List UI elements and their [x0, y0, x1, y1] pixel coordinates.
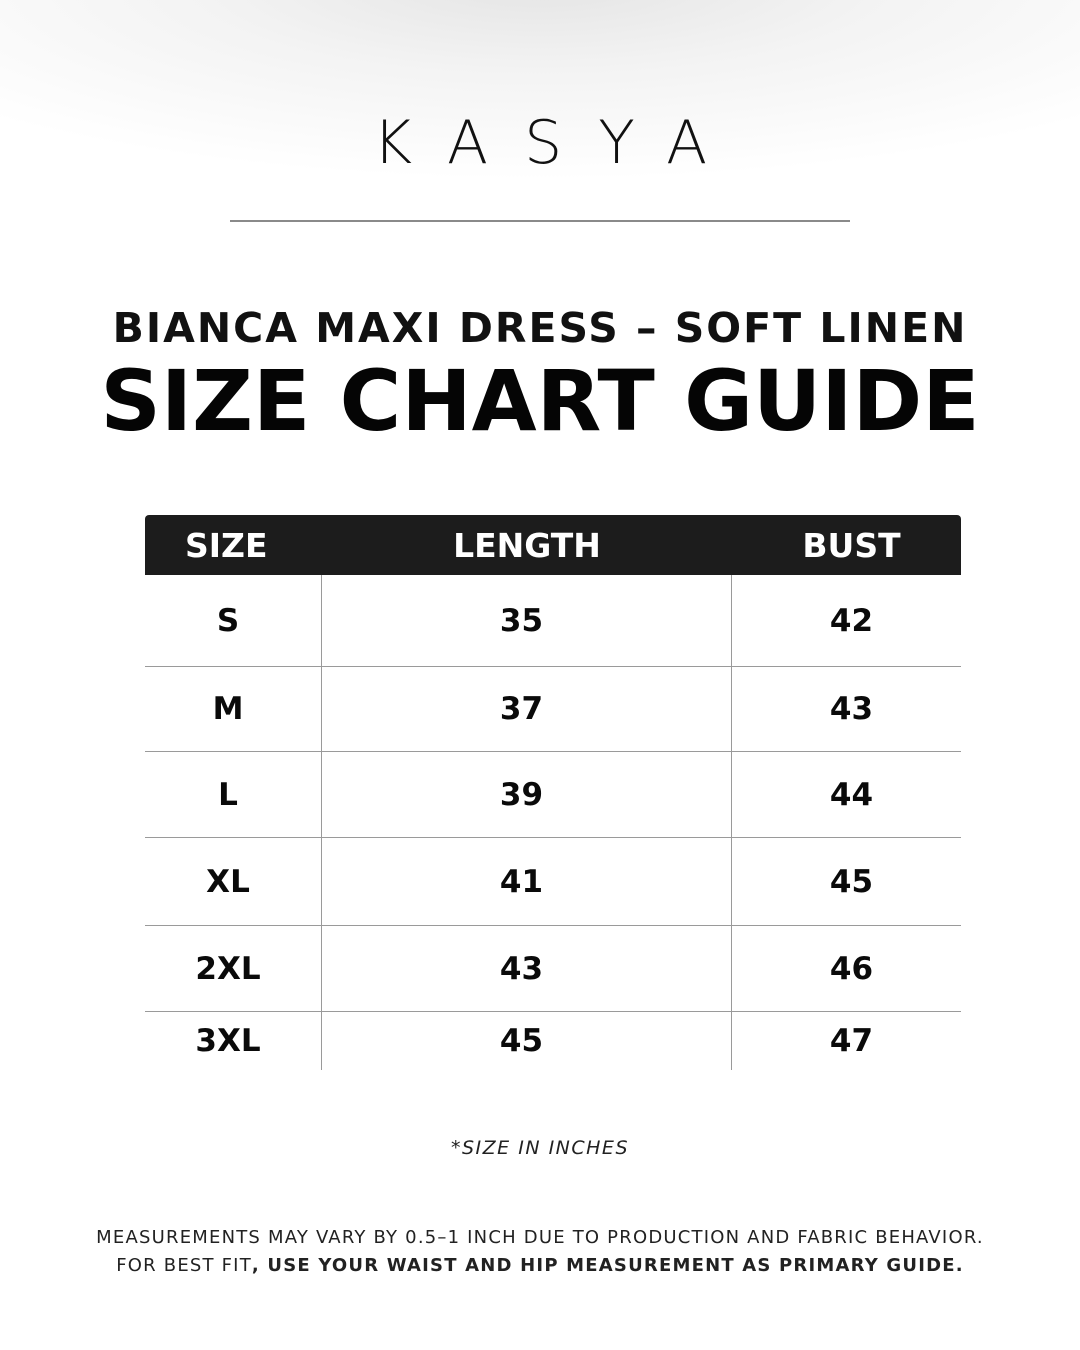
size-table [145, 515, 961, 1070]
header-size: SIZE [185, 525, 268, 565]
page-title: SIZE CHART GUIDE [100, 352, 980, 450]
bust-cell: 43 [829, 691, 874, 727]
length-cell: 35 [322, 575, 732, 666]
bust-cell: 45 [829, 863, 874, 900]
size-cell: 3XL [145, 1012, 322, 1070]
size-cell: XL [145, 838, 322, 925]
unit-note: *SIZE IN INCHES [450, 1137, 630, 1159]
brand-logo: KASYA [372, 108, 744, 178]
size-cell: M [145, 667, 322, 751]
bust-cell: 47 [829, 1023, 874, 1059]
length-cell: 45 [322, 1012, 732, 1070]
disclaimer-line-2 [0, 1252, 1080, 1280]
length-cell: 41 [322, 838, 732, 925]
table-row [145, 575, 961, 667]
table-row [145, 838, 961, 926]
table-row [145, 926, 961, 1012]
disclaimer-line-1: MEASUREMENTS MAY VARY BY 0.5–1 INCH DUE TO PRODUCTION AND FABRIC BEHAVIOR. [96, 1227, 984, 1248]
table-row [145, 752, 961, 838]
bust-cell: 44 [829, 776, 874, 813]
disclaimer-bold: , USE YOUR WAIST AND HIP MEASUREMENT AS PRIMARY GUIDE. [251, 1255, 964, 1276]
length-cell: 43 [322, 926, 732, 1011]
size-cell: 2XL [145, 926, 322, 1011]
bust-cell: 46 [829, 950, 874, 987]
disclaimer [0, 1224, 1080, 1280]
table-header [145, 515, 961, 575]
length-cell: 39 [322, 752, 732, 837]
divider [230, 220, 850, 222]
header-bust: BUST [802, 525, 901, 565]
bust-cell: 42 [829, 602, 874, 639]
product-title: BIANCA MAXI DRESS – SOFT LINEN [112, 304, 968, 352]
size-cell: L [145, 752, 322, 837]
disclaimer-regular: FOR BEST FIT [116, 1255, 252, 1276]
size-cell: S [145, 575, 322, 666]
table-row [145, 667, 961, 752]
length-cell: 37 [322, 667, 732, 751]
table-row [145, 1012, 961, 1070]
header-length: LENGTH [453, 525, 601, 565]
